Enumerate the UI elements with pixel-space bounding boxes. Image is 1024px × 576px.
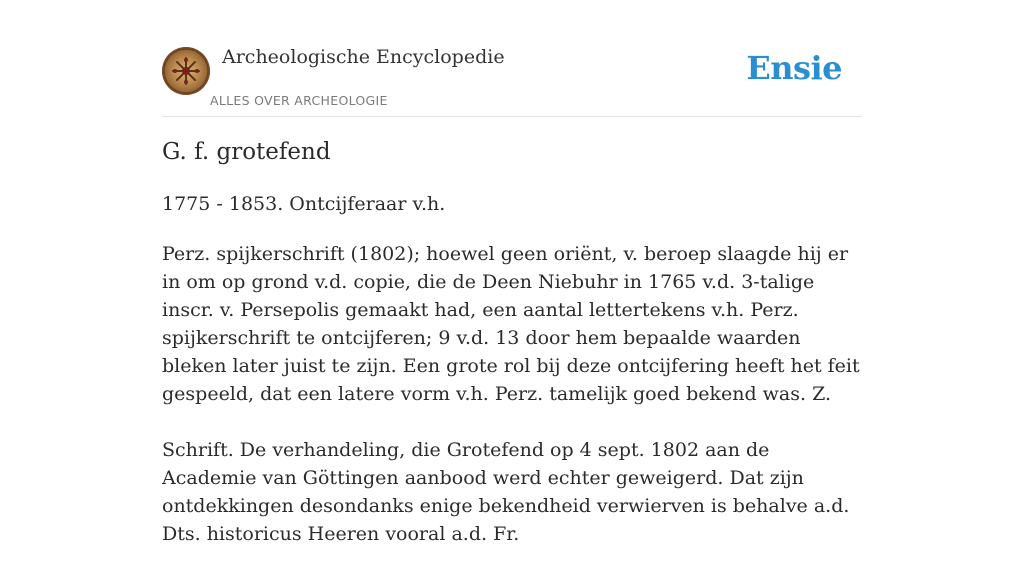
page-container xyxy=(162,0,862,545)
site-header xyxy=(162,0,862,117)
site-title-link[interactable]: Archeologische Encyclopedie xyxy=(222,46,505,68)
site-tagline: ALLES OVER ARCHEOLOGIE xyxy=(210,93,388,108)
ancient-coin-icon[interactable] xyxy=(162,47,210,95)
ensie-brand-link[interactable]: Ensie xyxy=(746,49,842,87)
article-title: G. f. grotefend xyxy=(162,139,331,165)
article-paragraph: Perz. spijkerschrift (1802); hoewel geen oriënt, v. beroep slaagde hij er in om op grond v.d. copie, die de Deen Niebuhr in 1765 v.d. 3-talige inscr. v. Persepolis gemaakt had, een aantal lettertekens v.h. Perz. spijkerschrift te ontcijferen; 9 v.d. 13 door hem bepaalde waarden bleken later juist te zijn. Een grote rol bij deze ontcijfering heeft het feit gespeeld, dat een latere vorm v.h. Perz. tamelijk goed bekend was. Z. xyxy=(162,243,860,405)
article-summary: 1775 - 1853. Ontcijferaar v.h. xyxy=(162,193,446,215)
article-body xyxy=(162,240,862,576)
article-paragraph: Schrift. De verhandeling, die Grotefend op 4 sept. 1802 aan de Academie van Göttingen aanbood werd echter geweigerd. Dat zijn ontdekkingen desondanks enige bekendheid verwierven is behalve a.d. Dts. historicus Heeren vooral a.d. Fr. xyxy=(162,439,850,545)
